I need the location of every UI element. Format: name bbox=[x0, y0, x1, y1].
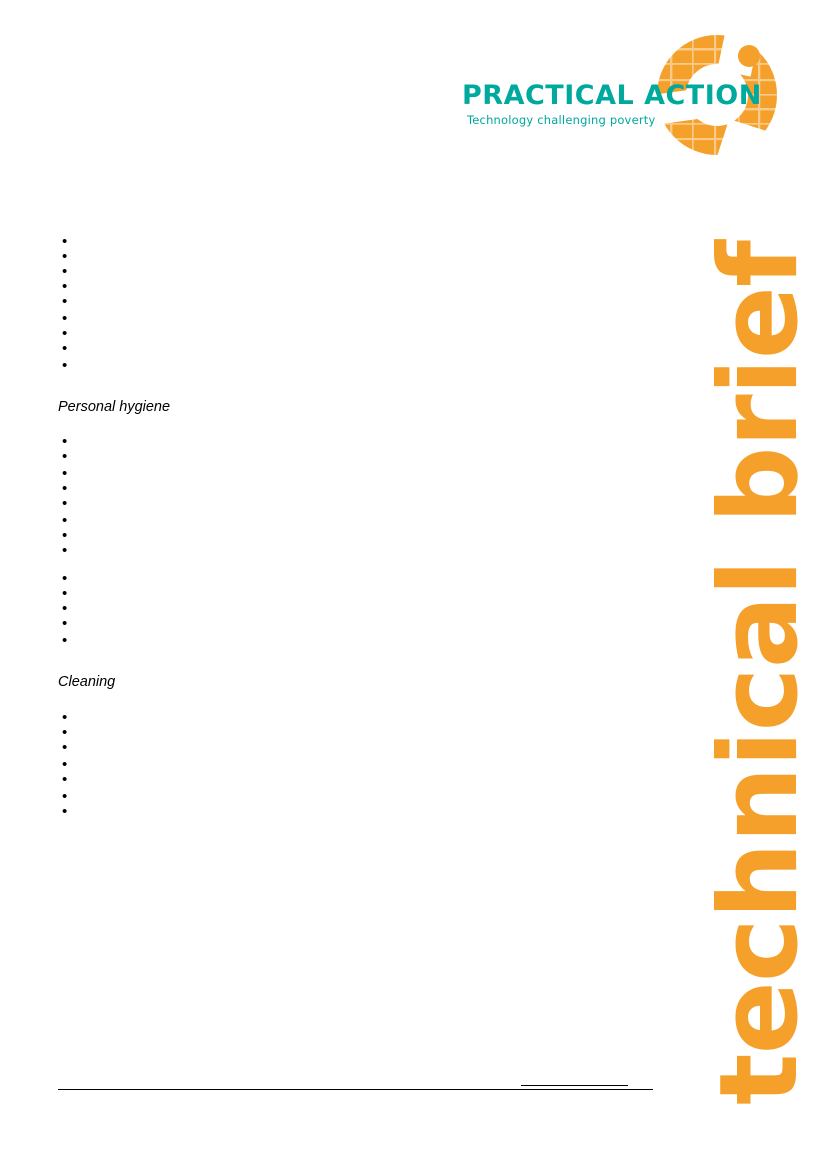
list-gap bbox=[58, 496, 658, 513]
list-item bbox=[58, 326, 658, 341]
list-item bbox=[58, 757, 658, 772]
list-gap bbox=[58, 341, 658, 358]
list-gap bbox=[58, 740, 658, 757]
section-gap-2 bbox=[58, 648, 658, 674]
list-item bbox=[58, 466, 658, 481]
section-heading: Cleaning bbox=[58, 674, 116, 691]
footer-rule-short bbox=[521, 1085, 628, 1086]
section-gap-1 bbox=[58, 373, 658, 399]
section-cleaning bbox=[58, 674, 658, 818]
list-gap bbox=[58, 543, 658, 571]
section-heading: Personal hygiene bbox=[58, 399, 171, 415]
bullet-list-intro bbox=[58, 234, 658, 373]
list-item bbox=[58, 725, 658, 740]
list-item bbox=[58, 586, 658, 601]
list-item bbox=[58, 789, 658, 804]
list-item bbox=[58, 633, 658, 648]
bullet-list-personal-hygiene bbox=[58, 434, 658, 648]
side-title-text: technical brief bbox=[697, 240, 822, 1105]
side-title bbox=[697, 180, 827, 1120]
list-gap bbox=[58, 616, 658, 633]
section-intro bbox=[58, 234, 658, 373]
list-item bbox=[58, 311, 658, 326]
list-item bbox=[58, 601, 658, 616]
bullet-list-cleaning bbox=[58, 710, 658, 819]
top-gap bbox=[58, 200, 658, 234]
brand-tagline: Technology challenging poverty bbox=[467, 113, 656, 127]
list-item bbox=[58, 513, 658, 528]
list-item bbox=[58, 234, 658, 249]
list-gap bbox=[58, 772, 658, 789]
document-body bbox=[58, 200, 658, 819]
list-gap bbox=[58, 264, 658, 279]
brand-title: PRACTICAL ACTION bbox=[462, 80, 762, 111]
list-item bbox=[58, 434, 658, 449]
list-item bbox=[58, 279, 658, 294]
list-item bbox=[58, 710, 658, 725]
brand-logo bbox=[462, 30, 772, 170]
list-item bbox=[58, 358, 658, 373]
list-item bbox=[58, 804, 658, 819]
section-personal-hygiene bbox=[58, 399, 658, 648]
footer-rule bbox=[58, 1089, 653, 1090]
heading-gap bbox=[58, 416, 658, 434]
list-gap bbox=[58, 449, 658, 466]
list-item bbox=[58, 249, 658, 264]
list-item bbox=[58, 481, 658, 496]
list-item bbox=[58, 528, 658, 543]
heading-gap bbox=[58, 692, 658, 710]
list-gap bbox=[58, 294, 658, 311]
list-item bbox=[58, 571, 658, 586]
brand-wordmark bbox=[462, 80, 762, 127]
